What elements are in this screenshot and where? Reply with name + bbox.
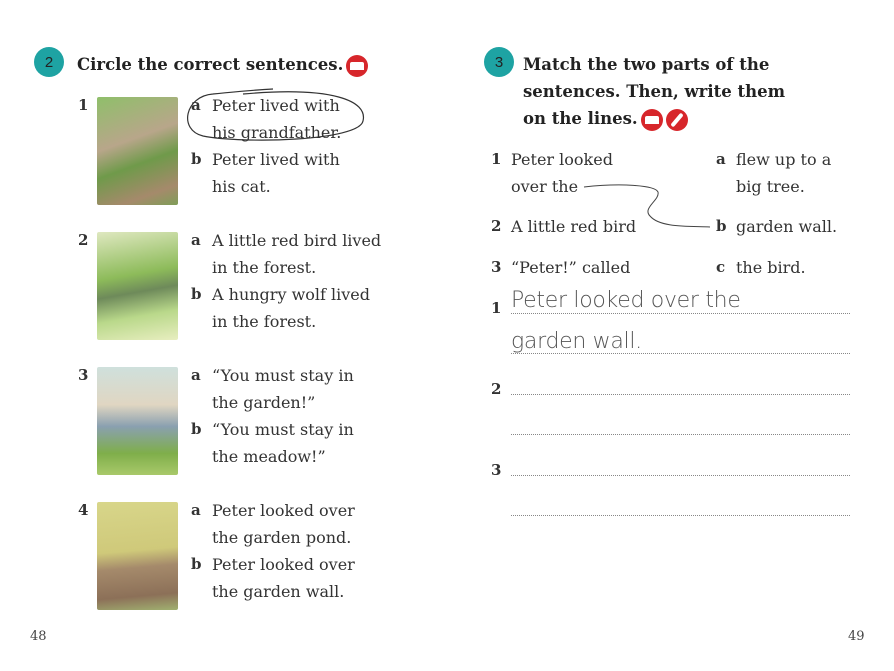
option-letter[interactable]: b <box>191 420 202 438</box>
option-text[interactable]: the garden wall. <box>212 582 345 601</box>
illustration-wall <box>97 502 178 610</box>
ending-text: big tree. <box>736 177 805 196</box>
option-text[interactable]: Peter lived with <box>212 96 340 115</box>
handwritten-answer: garden wall. <box>511 329 642 354</box>
writing-line[interactable] <box>511 434 850 435</box>
writing-line[interactable] <box>511 515 850 516</box>
option-letter[interactable]: a <box>191 501 201 519</box>
start-text: “Peter!” called <box>511 258 631 277</box>
answer-circle <box>183 86 369 148</box>
start-number: 2 <box>491 217 502 235</box>
option-letter[interactable]: a <box>191 231 201 249</box>
option-text[interactable]: in the forest. <box>212 258 317 277</box>
option-text[interactable]: the meadow!” <box>212 447 326 466</box>
writing-line[interactable] <box>511 313 850 314</box>
writing-line[interactable] <box>511 353 850 354</box>
exercise-instruction <box>77 51 368 78</box>
option-letter[interactable]: b <box>191 555 202 573</box>
writing-line[interactable] <box>511 475 850 476</box>
pencil-icon <box>666 109 688 131</box>
option-text[interactable]: “You must stay in <box>212 366 354 385</box>
match-line <box>580 180 715 232</box>
answer-number: 1 <box>491 299 502 317</box>
start-number: 1 <box>491 150 502 168</box>
option-text[interactable]: the garden pond. <box>212 528 352 547</box>
option-text[interactable]: Peter looked over <box>212 555 355 574</box>
start-text: Peter looked <box>511 150 613 169</box>
option-letter[interactable]: b <box>191 285 202 303</box>
option-text[interactable]: A hungry wolf lived <box>212 285 371 304</box>
writing-line[interactable] <box>511 394 850 395</box>
option-text[interactable]: the garden!” <box>212 393 316 412</box>
instruction-text: on the lines. <box>523 109 638 128</box>
exercise-number-badge: 3 <box>484 47 514 77</box>
ending-letter: c <box>716 258 726 276</box>
exercise-number-badge: 2 <box>34 47 64 77</box>
illustration-garden <box>97 97 178 205</box>
option-text[interactable]: his grandfather. <box>212 123 342 142</box>
option-text[interactable]: “You must stay in <box>212 420 354 439</box>
illustration-wolf <box>97 232 178 340</box>
page-number-right: 49 <box>848 629 865 644</box>
item-number: 3 <box>78 366 89 384</box>
answer-number: 3 <box>491 461 502 479</box>
option-text[interactable]: in the forest. <box>212 312 317 331</box>
ending-text: garden wall. <box>736 217 838 236</box>
option-text[interactable]: Peter looked over <box>212 501 355 520</box>
option-letter[interactable]: b <box>191 150 202 168</box>
instruction-line <box>523 105 688 132</box>
handwritten-answer: Peter looked over the <box>511 288 741 313</box>
option-letter[interactable]: a <box>191 366 201 384</box>
option-text[interactable]: his cat. <box>212 177 271 196</box>
item-number: 1 <box>78 96 89 114</box>
item-number: 2 <box>78 231 89 249</box>
option-letter[interactable]: a <box>191 96 201 114</box>
ending-text: the bird. <box>736 258 806 277</box>
item-number: 4 <box>78 501 89 519</box>
page-number-left: 48 <box>30 629 47 644</box>
start-number: 3 <box>491 258 502 276</box>
book-icon <box>641 109 663 131</box>
book-icon <box>346 55 368 77</box>
illustration-grandfather <box>97 367 178 475</box>
start-text: A little red bird <box>511 217 637 236</box>
answer-number: 2 <box>491 380 502 398</box>
option-text[interactable]: Peter lived with <box>212 150 340 169</box>
instruction-line: Match the two parts of the <box>523 55 770 74</box>
ending-letter: a <box>716 150 726 168</box>
instruction-line: sentences. Then, write them <box>523 82 786 101</box>
instruction-text: Circle the correct sentences. <box>77 55 344 74</box>
start-text: over the <box>511 177 579 196</box>
ending-text: flew up to a <box>736 150 832 169</box>
option-text[interactable]: A little red bird lived <box>212 231 382 250</box>
ending-letter: b <box>716 217 727 235</box>
